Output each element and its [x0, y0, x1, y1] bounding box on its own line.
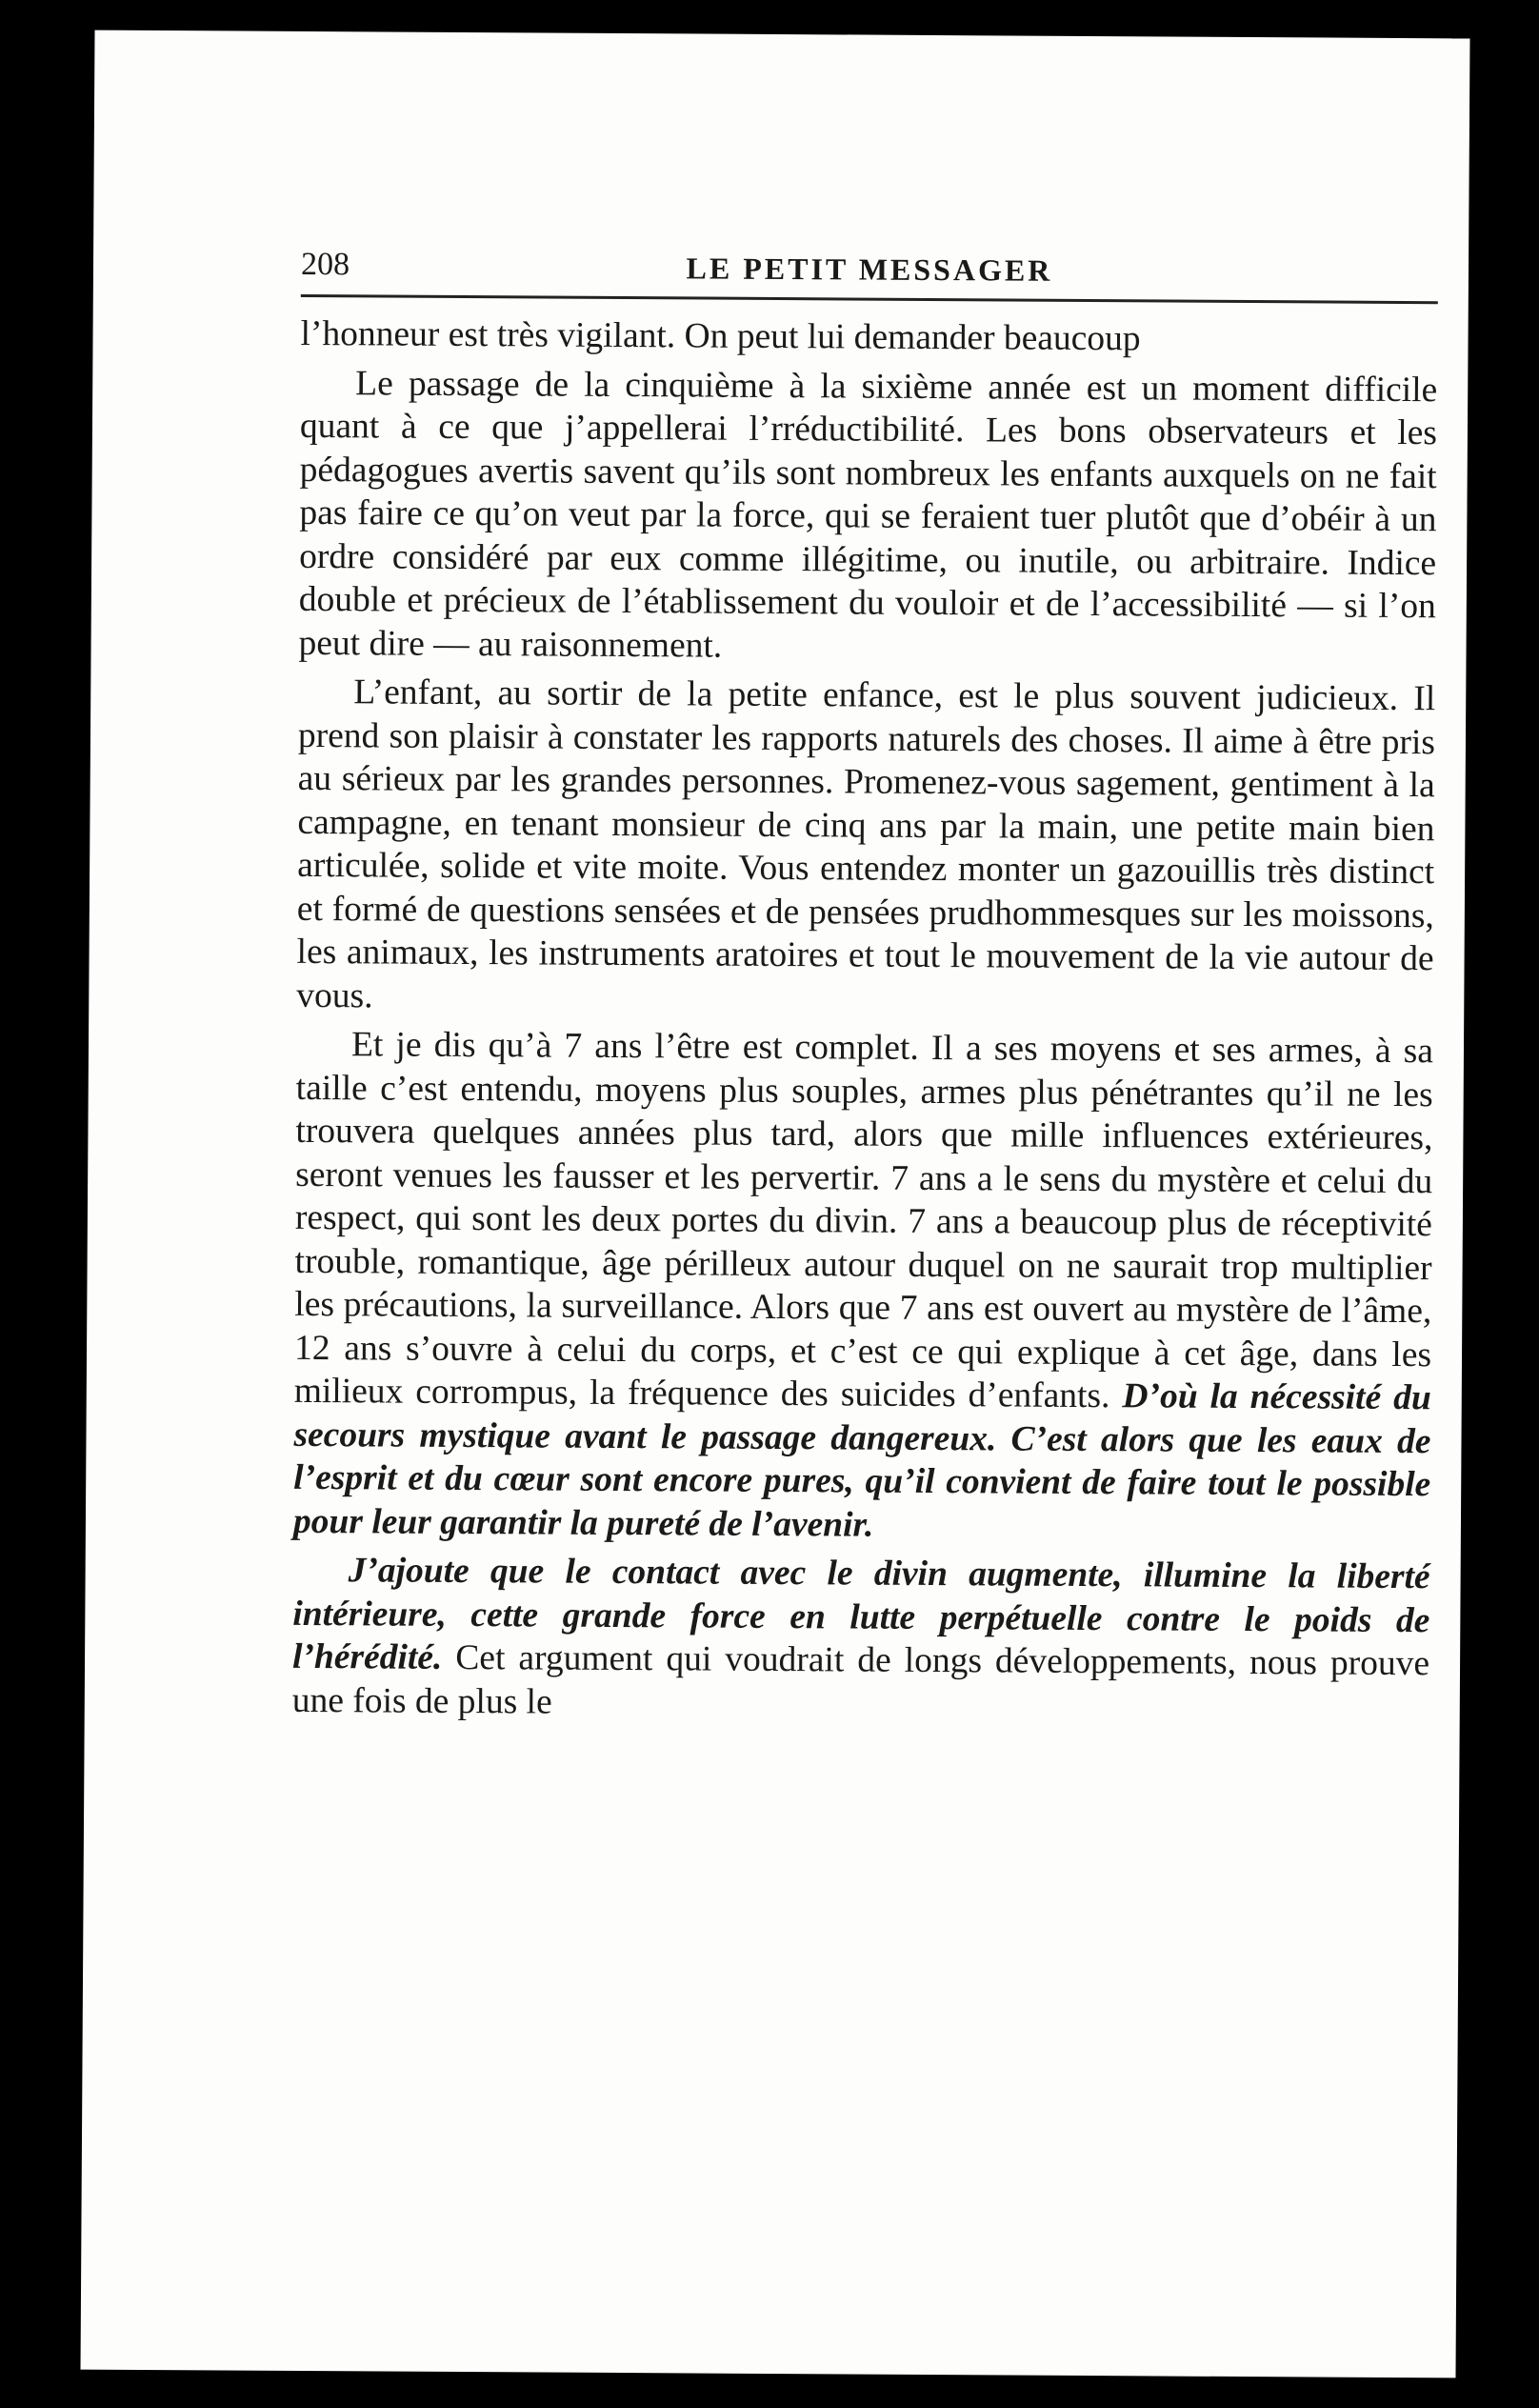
book-page: [81, 30, 1470, 2378]
page-header: [301, 239, 1438, 304]
paragraph-text: Cet argument qui voudrait de longs développements, nous prouve une fois de plus le: [291, 1637, 1430, 1722]
paragraph: [300, 312, 1437, 363]
paragraph-text: Le passage de la cinquième à la sixième année est un moment difficile quant à ce que j’appellerai l’rréductibilité. Les bons observateurs et les pédagogues avertis savent qu’ils sont nombreux les enfants auxquels on ne fait pas faire ce qu’on veut par la force, qui se feraient tuer plutôt que d’obéir à un ordre considéré par eux comme illégitime, ou inutile, ou arbitraire. Indice double et précieux de l’établissement du vouloir et de l’accessibilité — si l’on peut dire — au raisonnement.: [298, 363, 1438, 666]
page-number: 208: [300, 246, 350, 283]
paragraph-text: Et je dis qu’à 7 ans l’être est complet. Il a ses moyens et ses armes, à sa taille c’est entendu, moyens plus souples, armes plus pénétrantes qu’il ne les trouvera quelques années plus tard, alors que mille influences extérieures, seront venues les fausser et les pervertir. 7 ans a le sens du mystère et celui du respect, qui sont les deux portes du divin. 7 ans a beaucoup plus de réceptivité trouble, romantique, âge périlleux autour duquel on ne saurait trop multiplier les précautions, la surveillance. Alors que 7 ans est ouvert au mystère de l’âme, 12 ans s’ouvre à celui du corps, et c’est ce qui explique à cet âge, dans les milieux corrompus, la fréquence des suicides d’enfants.: [293, 1025, 1434, 1416]
paragraph: [293, 1023, 1433, 1550]
italic-passage: J’ajoute que le contact avec le divin augmente, illumine la liberté intérieure, cette grande force en lutte perpétuelle contre le poids de l’hérédité.: [291, 1551, 1430, 1677]
paragraph: [292, 1549, 1430, 1729]
paragraph: [298, 361, 1437, 672]
paragraph-text: l’honneur est très vigilant. On peut lui demander beaucoup: [300, 313, 1141, 359]
running-title: LE PETIT MESSAGER: [686, 251, 1053, 288]
paragraph-text: L’enfant, au sortir de la petite enfance, est le plus souvent judicieux. Il prend son plaisir à constater les rapports naturels des choses. Il aime à être pris au sérieux par les grandes personnes. Promenez-vous sagement, gentiment à la campagne, en tenant monsieur de cinq ans par la main, une petite main bien articulée, solide et vite moite. Vous entendez monter un gazouillis très distinct et formé de questions sensées et de pensées prudhommesques sur les moissons, les animaux, les instruments aratoires et tout le mouvement de la vie autour de vous.: [296, 672, 1436, 1015]
italic-passage: D’où la nécessité du secours mystique avant le passage dangereux. C’est alors que les eaux de l’esprit et du cœur sont encore pures, qu’il convient de faire tout le possible pour leur garantir la pureté de l’avenir.: [292, 1376, 1431, 1545]
page-content: [292, 239, 1439, 1735]
body-text: [292, 312, 1438, 1729]
paragraph: [296, 671, 1435, 1024]
